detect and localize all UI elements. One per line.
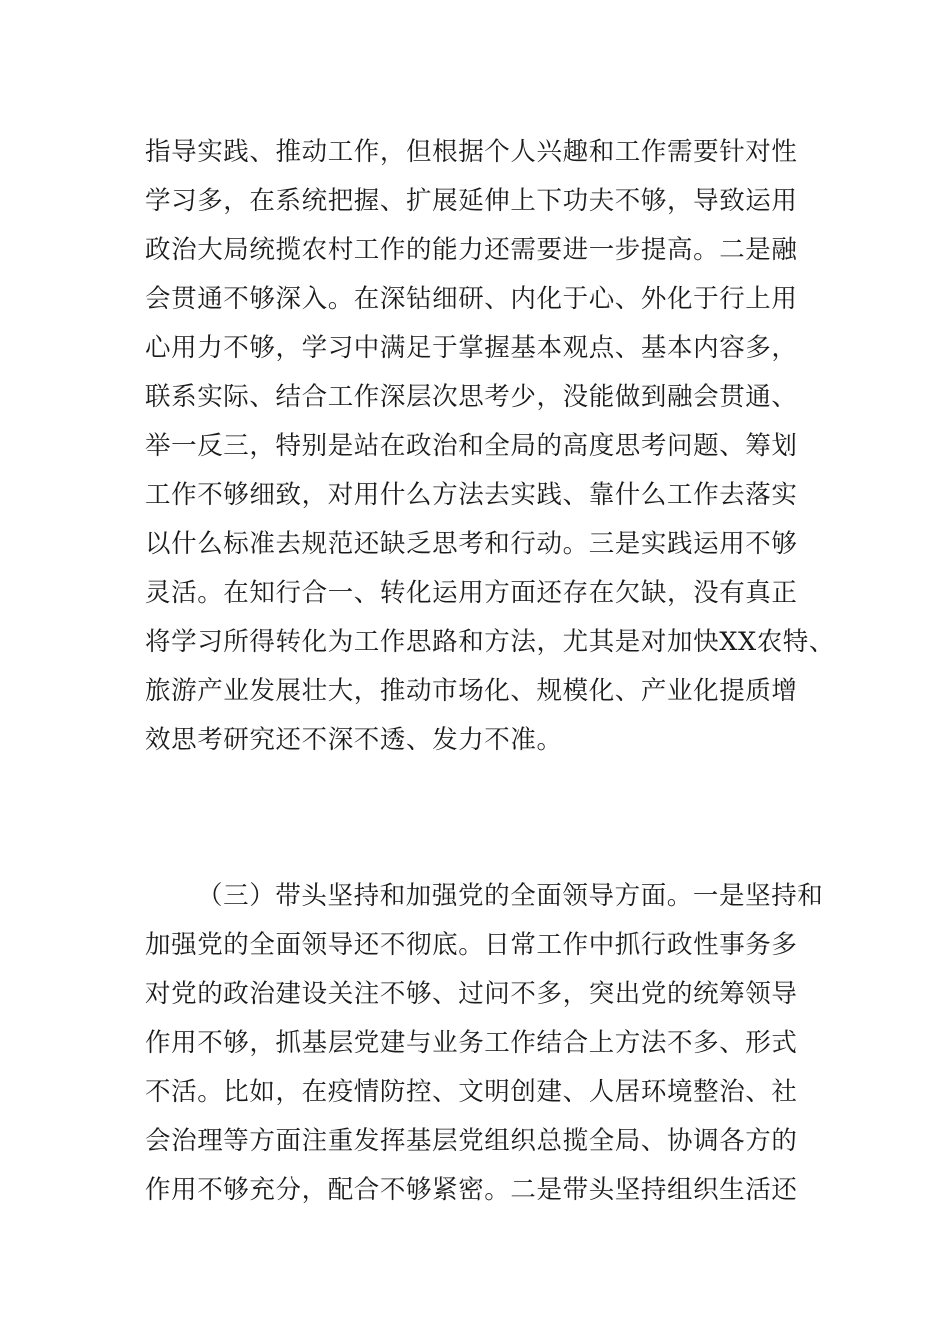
text-line: 不活。比如，在疫情防控、文明创建、人居环境整治、社 bbox=[145, 1077, 798, 1107]
text-line: 作用不够充分，配合不够紧密。二是带头坚持组织生活还 bbox=[145, 1175, 798, 1205]
text-line: 加强党的全面领导还不彻底。日常工作中抓行政性事务多 bbox=[145, 930, 798, 960]
text-line: 工作不够细致，对用什么方法去实践、靠什么工作去落实 bbox=[145, 480, 798, 510]
text-line: 学习多，在系统把握、扩展延伸上下功夫不够，导致运用 bbox=[145, 186, 798, 216]
text-line: 指导实践、推动工作，但根据个人兴趣和工作需要针对性 bbox=[145, 137, 798, 167]
text-line: 以什么标准去规范还缺乏思考和行动。三是实践运用不够 bbox=[145, 529, 798, 559]
text-line: 会贯通不够深入。在深钻细研、内化于心、外化于行上用 bbox=[145, 284, 798, 314]
paragraph-1 bbox=[145, 128, 836, 765]
text-line: 将学习所得转化为工作思路和方法，尤其是对加快XX农特、 bbox=[145, 627, 836, 657]
text-line: 联系实际、结合工作深层次思考少，没能做到融会贯通、 bbox=[145, 382, 798, 412]
text-line: 政治大局统揽农村工作的能力还需要进一步提高。二是融 bbox=[145, 235, 798, 265]
text-line: 心用力不够，学习中满足于掌握基本观点、基本内容多， bbox=[145, 333, 798, 363]
text-line: 灵活。在知行合一、转化运用方面还存在欠缺，没有真正 bbox=[145, 578, 798, 608]
text-line: 对党的政治建设关注不够、过问不多，突出党的统筹领导 bbox=[145, 979, 798, 1009]
text-line: 作用不够，抓基层党建与业务工作结合上方法不多、形式 bbox=[145, 1028, 798, 1058]
text-line: 举一反三，特别是站在政治和全局的高度思考问题、筹划 bbox=[145, 431, 798, 461]
text-line: 会治理等方面注重发挥基层党组织总揽全局、协调各方的 bbox=[145, 1126, 798, 1156]
section-heading-line: （三）带头坚持和加强党的全面领导方面。一是坚持和 bbox=[197, 881, 824, 911]
text-line: 旅游产业发展壮大，推动市场化、规模化、产业化提质增 bbox=[145, 676, 798, 706]
text-line: 效思考研究还不深不透、发力不准。 bbox=[145, 725, 563, 755]
paragraph-2 bbox=[145, 872, 825, 1215]
